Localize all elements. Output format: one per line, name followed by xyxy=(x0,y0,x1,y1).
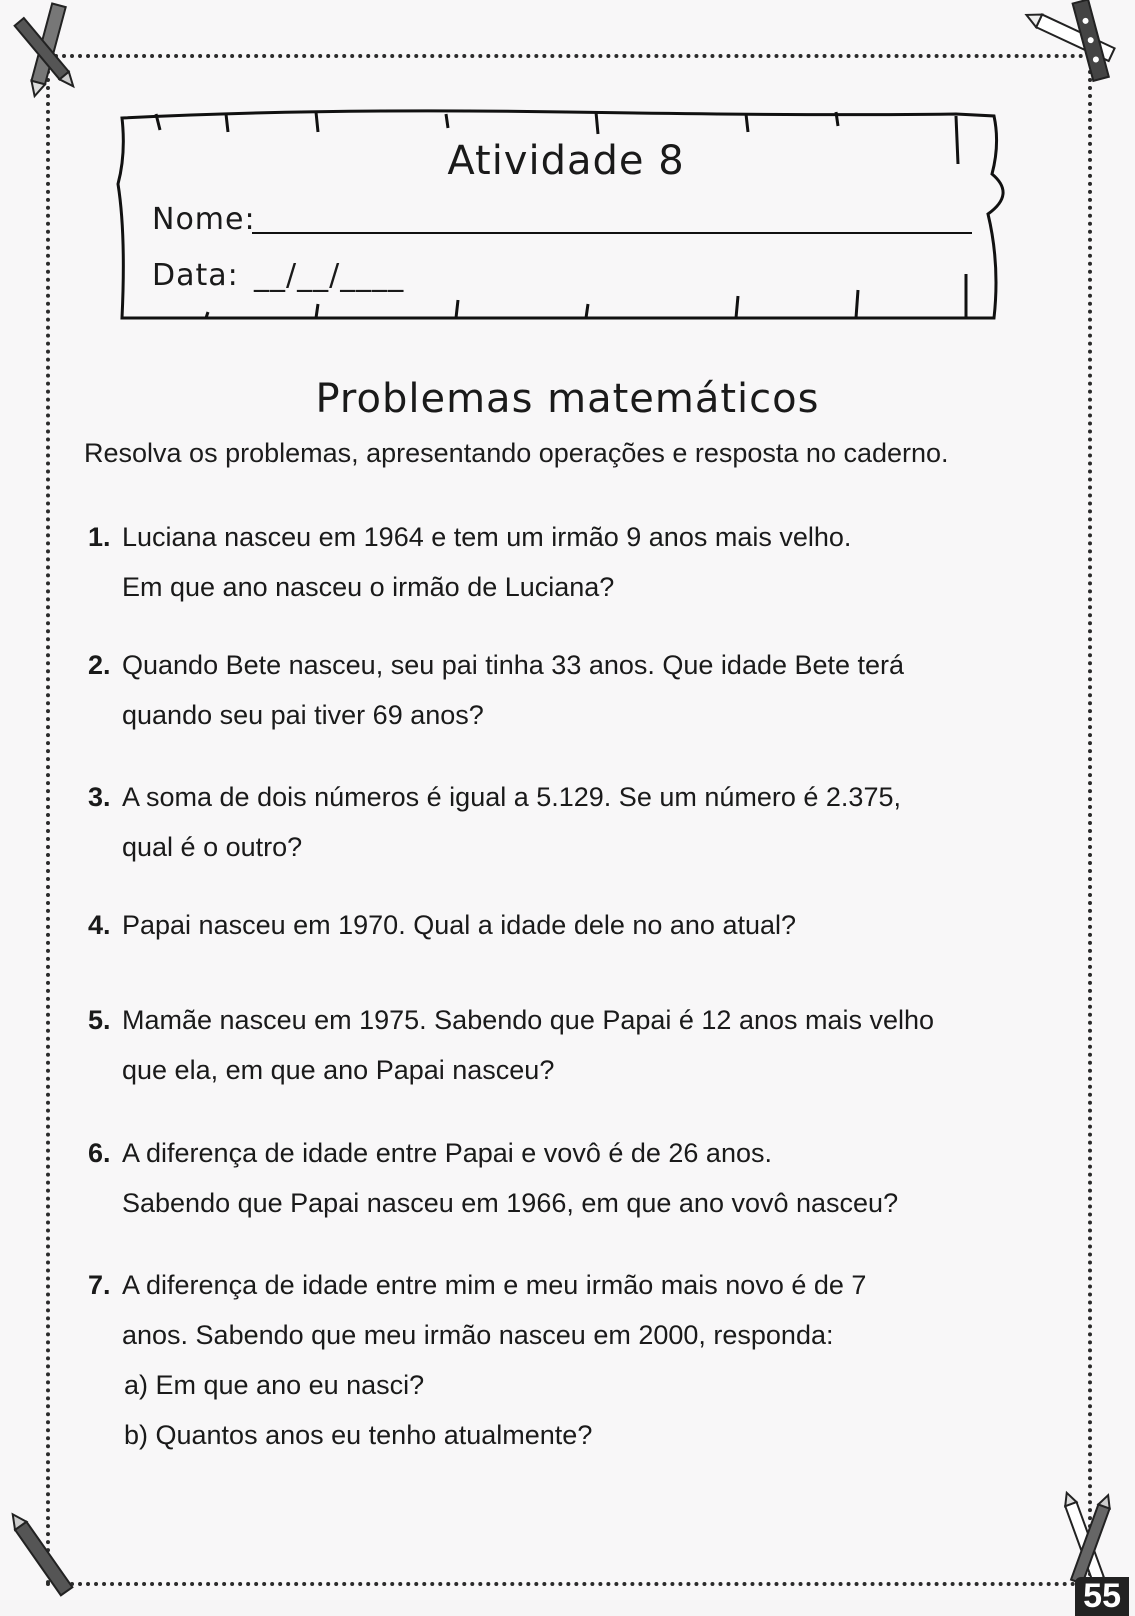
problem-text: quando seu pai tiver 69 anos? xyxy=(122,700,484,730)
problem-number: 1. xyxy=(88,522,111,552)
problem-text: anos. Sabendo que meu irmão nasceu em 2000, responda: xyxy=(122,1320,834,1350)
problem-number: 3. xyxy=(88,782,111,812)
problem-number: 6. xyxy=(88,1138,111,1168)
name-label: Nome: xyxy=(152,202,256,237)
problem-number: 7. xyxy=(88,1270,111,1300)
problem-text: A soma de dois números é igual a 5.129. Se um número é 2.375, xyxy=(122,782,901,812)
date-label: Data: xyxy=(152,258,239,293)
problem-number: 5. xyxy=(88,1005,111,1035)
pencil-icon xyxy=(1022,0,1122,90)
header-box xyxy=(116,104,1016,334)
problem-text: Sabendo que Papai nasceu em 1966, em que ano vovô nasceu? xyxy=(122,1188,899,1218)
problem-text: Em que ano nasceu o irmão de Luciana? xyxy=(122,572,615,602)
problem-text: A diferença de idade entre Papai e vovô é de 26 anos. xyxy=(122,1138,772,1168)
problem-number: 2. xyxy=(88,650,111,680)
sub-question-b: b) Quantos anos eu tenho atualmente? xyxy=(124,1420,593,1450)
problem-5 xyxy=(88,995,1048,1095)
problem-3 xyxy=(88,772,1048,872)
problem-text: Mamãe nasceu em 1975. Sabendo que Papai é 12 anos mais velho xyxy=(122,1005,935,1035)
problem-2 xyxy=(88,640,1048,740)
activity-title: Atividade 8 xyxy=(447,138,685,184)
sub-question-a: a) Em que ano eu nasci? xyxy=(124,1370,425,1400)
problem-number: 4. xyxy=(88,910,111,940)
problem-4 xyxy=(88,900,1048,950)
problem-text: qual é o outro? xyxy=(122,832,303,862)
problem-text: Quando Bete nasceu, seu pai tinha 33 anos. Que idade Bete terá xyxy=(122,650,905,680)
problem-6 xyxy=(88,1128,1048,1228)
instruction-text: Resolva os problemas, apresentando operações e resposta no caderno. xyxy=(84,438,949,468)
section-title: Problemas matemáticos xyxy=(315,376,820,422)
date-field-blanks: __/__/____ xyxy=(254,258,405,293)
name-field-line xyxy=(252,232,972,234)
problem-text: A diferença de idade entre mim e meu irmão mais novo é de 7 xyxy=(122,1270,867,1300)
problem-text: Luciana nasceu em 1964 e tem um irmão 9 anos mais velho. xyxy=(122,522,852,552)
problem-7 xyxy=(88,1260,1048,1460)
problem-text: que ela, em que ano Papai nasceu? xyxy=(122,1055,555,1085)
page-number: 55 xyxy=(1075,1577,1129,1616)
problem-text: Papai nasceu em 1970. Qual a idade dele no ano atual? xyxy=(122,910,797,940)
problem-1 xyxy=(88,512,1048,612)
pencil-icon xyxy=(0,1510,80,1600)
pencil-icon xyxy=(8,0,88,100)
